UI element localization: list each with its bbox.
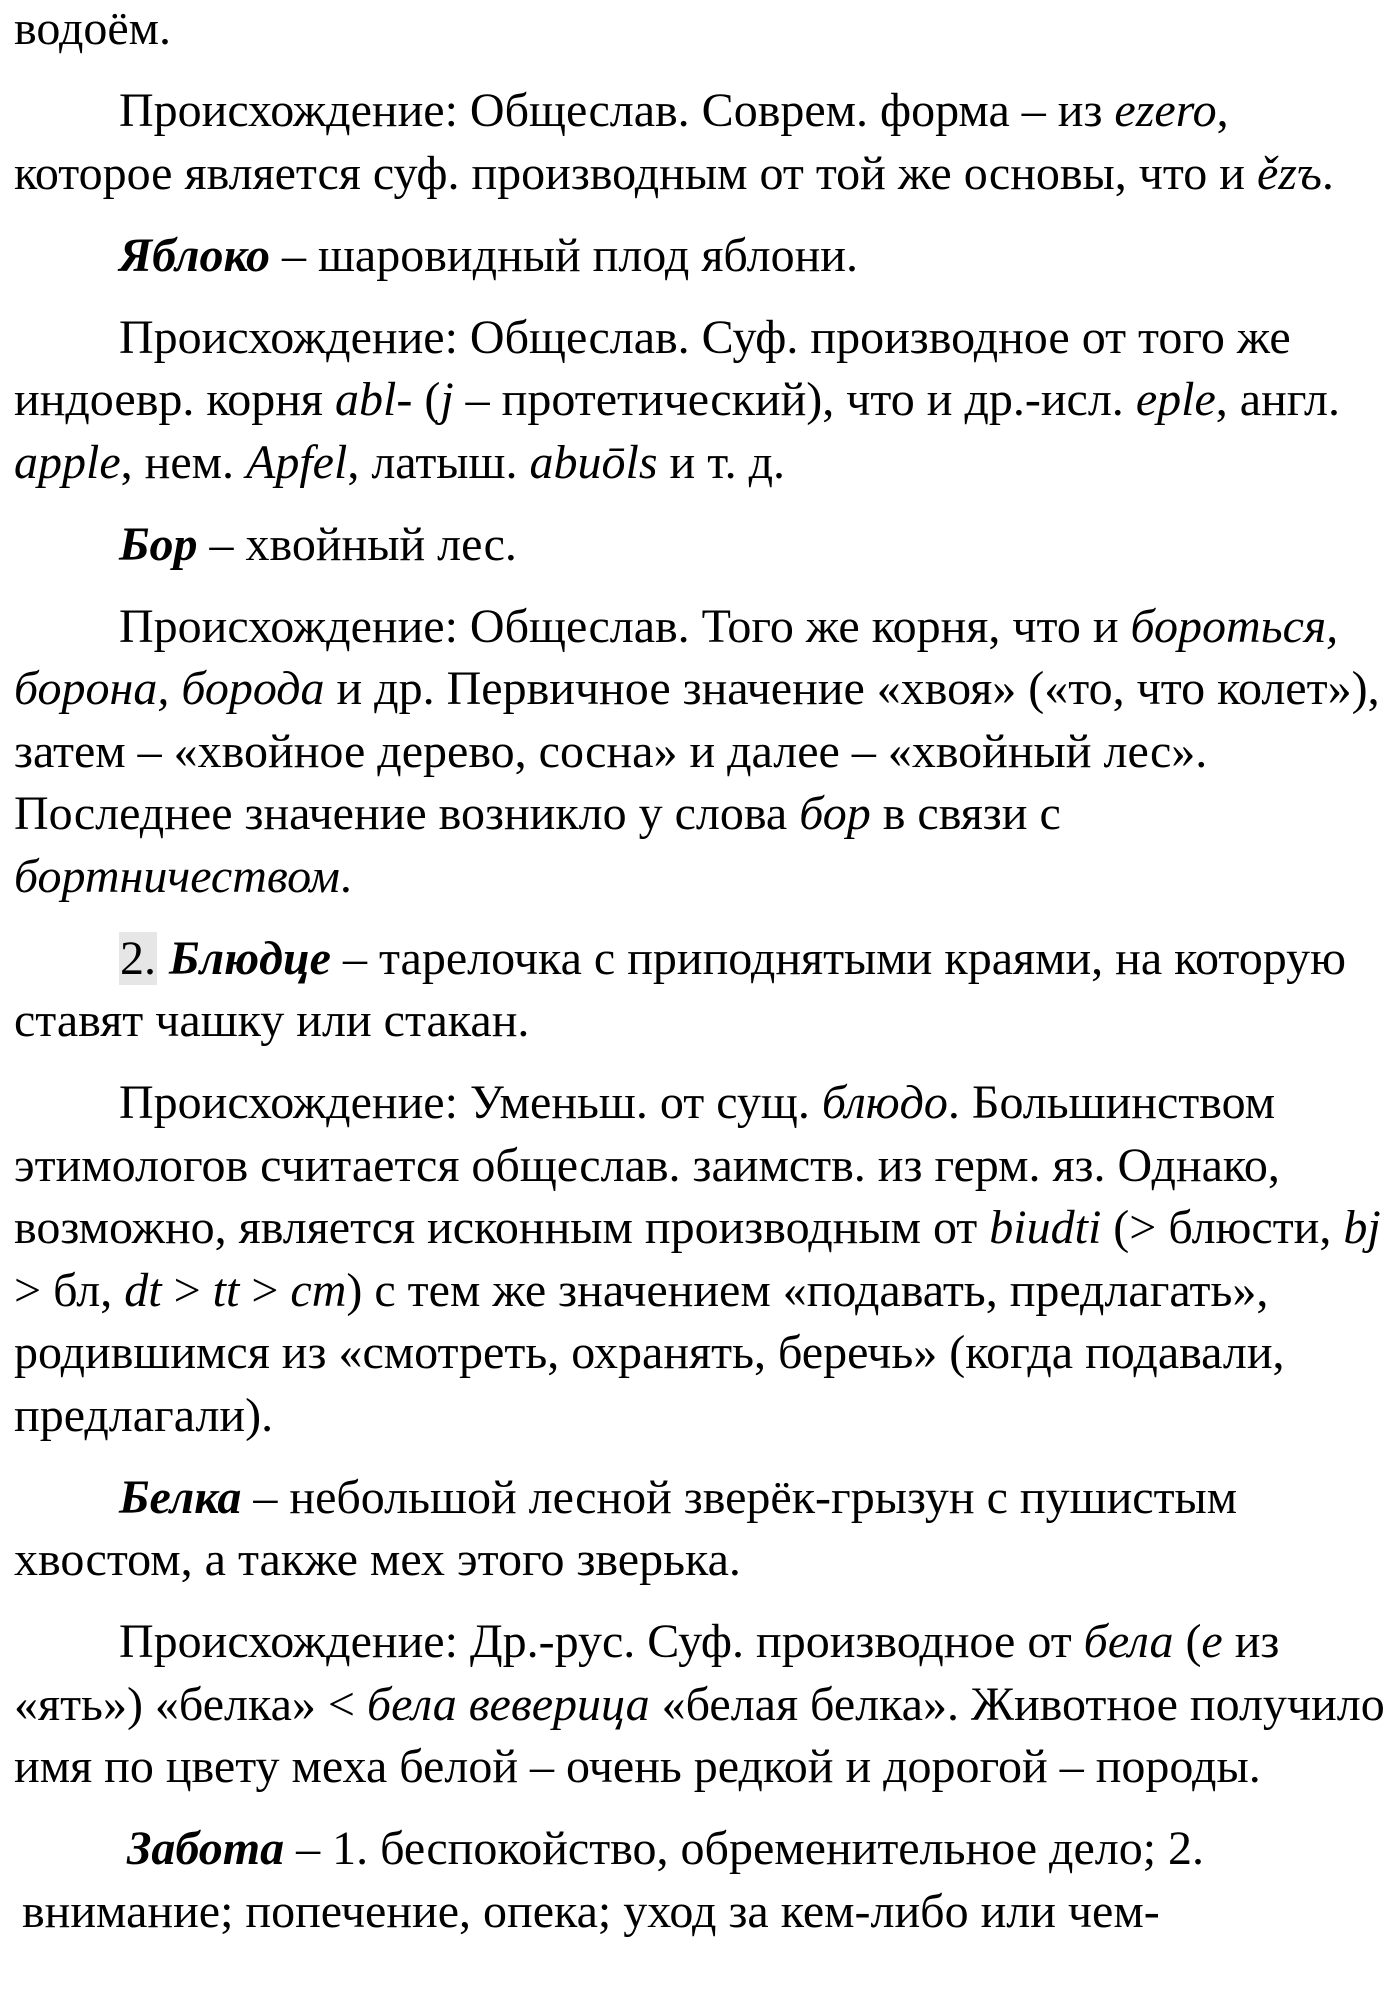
italic-term: tt bbox=[212, 1263, 240, 1317]
italic-term: bj bbox=[1343, 1201, 1381, 1254]
headword: Яблоко bbox=[119, 228, 270, 282]
text-run: > bbox=[161, 1263, 213, 1317]
italic-term: бор bbox=[799, 787, 871, 840]
text-run: и т. д. bbox=[657, 435, 786, 489]
text-run: Происхождение: Общеслав. Того же корня, что и bbox=[119, 599, 1131, 653]
paragraph-bliudtse-origin bbox=[14, 1072, 1394, 1447]
paragraph-bor bbox=[14, 514, 1394, 577]
paragraph-yabloko bbox=[14, 225, 1394, 288]
text-run: . bbox=[339, 849, 352, 903]
text-run: – тарелочка с приподнятыми краями, на которую ставят чашку или стакан. bbox=[14, 931, 1346, 1047]
italic-term: ezero bbox=[1114, 84, 1217, 137]
italic-term: ст bbox=[290, 1263, 347, 1317]
text-run: . Большинством этимологов считается общеслав. заимств. из герм. яз. Однако, возможно, является исконным производным от bbox=[14, 1076, 1280, 1254]
text-run: – шаровидный плод яблони. bbox=[269, 228, 858, 282]
text-run: , которое является суф. производным от той же основы, что и bbox=[14, 84, 1257, 200]
text-run: , нем. bbox=[120, 435, 247, 489]
text-run: в связи с bbox=[870, 787, 1061, 840]
text-run: ) с тем же значением «подавать, предлагать», родившимся из «смотреть, охранять, беречь» (когда подавали, предлагали). bbox=[14, 1263, 1285, 1442]
italic-term: бела bbox=[1083, 1615, 1174, 1668]
italic-term: abl- bbox=[335, 373, 413, 426]
headword: Блюдце bbox=[169, 931, 331, 985]
text-run: Происхождение: Др.-рус. Суф. производное от bbox=[119, 1615, 1084, 1668]
text-run: ( bbox=[412, 373, 441, 426]
text-run: – небольшой лесной зверёк-грызун с пушистым хвостом, а также мех этого зверька. bbox=[14, 1470, 1238, 1586]
text-run: – 1. беспокойство, обременительное дело; 2. внимание; попечение, опека; уход за кем-либо или чем- bbox=[22, 1822, 1205, 1938]
italic-term: блюдо bbox=[821, 1076, 948, 1129]
paragraph-belka-origin bbox=[14, 1611, 1394, 1799]
item-number: 2. bbox=[120, 931, 156, 985]
italic-term: бороться, борона, борода bbox=[14, 599, 1339, 715]
text-run: > bbox=[239, 1263, 291, 1317]
headword: Бор bbox=[119, 517, 198, 571]
paragraph-ozero-origin bbox=[14, 80, 1394, 205]
text-run: Происхождение: Уменьш. от сущ. bbox=[119, 1076, 822, 1129]
text-run: , англ. bbox=[1215, 373, 1340, 426]
italic-term: Apfel bbox=[246, 435, 348, 489]
text-run: – хвойный лес. bbox=[197, 517, 517, 571]
text-run: Происхождение: Общеслав. Суф. производное от того же индоевр. корня bbox=[14, 310, 1291, 426]
italic-term: dt bbox=[124, 1263, 162, 1317]
paragraph-zabota bbox=[22, 1818, 1394, 1943]
italic-term: е bbox=[1201, 1615, 1223, 1668]
document-page bbox=[14, 0, 1394, 1963]
headword: Белка bbox=[119, 1470, 242, 1524]
headword: Забота bbox=[127, 1822, 285, 1875]
italic-term: бела веверица bbox=[366, 1677, 650, 1731]
italic-term: бортничеством bbox=[14, 849, 340, 903]
text-run: из «ять») «белка» < bbox=[14, 1615, 1280, 1731]
italic-term: eple bbox=[1135, 373, 1216, 426]
italic-term: biudti bbox=[989, 1201, 1102, 1254]
text-run: , латыш. bbox=[347, 435, 530, 489]
text-run bbox=[157, 932, 169, 985]
text-run: – протетический), что и др.-исл. bbox=[453, 373, 1136, 426]
text-run: «белая белка». Животное получило имя по цвету меха белой – очень редкой и дорогой – породы. bbox=[14, 1677, 1385, 1793]
paragraph-bor-origin bbox=[14, 596, 1394, 909]
text-run: > бл, bbox=[14, 1263, 125, 1317]
text-run: . bbox=[1321, 146, 1334, 200]
text-run: и др. Первичное значение «хвоя» («то, что колет»), затем – «хвойное дерево, сосна» и далее – «хвойный лес». Последнее значение возникло у слова bbox=[14, 662, 1380, 840]
paragraph-yabloko-origin bbox=[14, 307, 1394, 495]
italic-term: j bbox=[440, 373, 454, 426]
italic-term: apple bbox=[14, 435, 121, 489]
text-run: водоём. bbox=[14, 2, 172, 55]
text-run: ( bbox=[1173, 1615, 1202, 1668]
text-run: (> блюсти, bbox=[1101, 1201, 1344, 1254]
text-run: Происхождение: Общеслав. Соврем. форма – из bbox=[119, 84, 1115, 137]
paragraph-belka bbox=[14, 1467, 1394, 1592]
paragraph-bliudtse bbox=[14, 928, 1394, 1053]
italic-term: abuōls bbox=[529, 435, 658, 489]
paragraph-vodoem bbox=[14, 0, 1394, 61]
italic-term: ězъ bbox=[1256, 146, 1322, 200]
